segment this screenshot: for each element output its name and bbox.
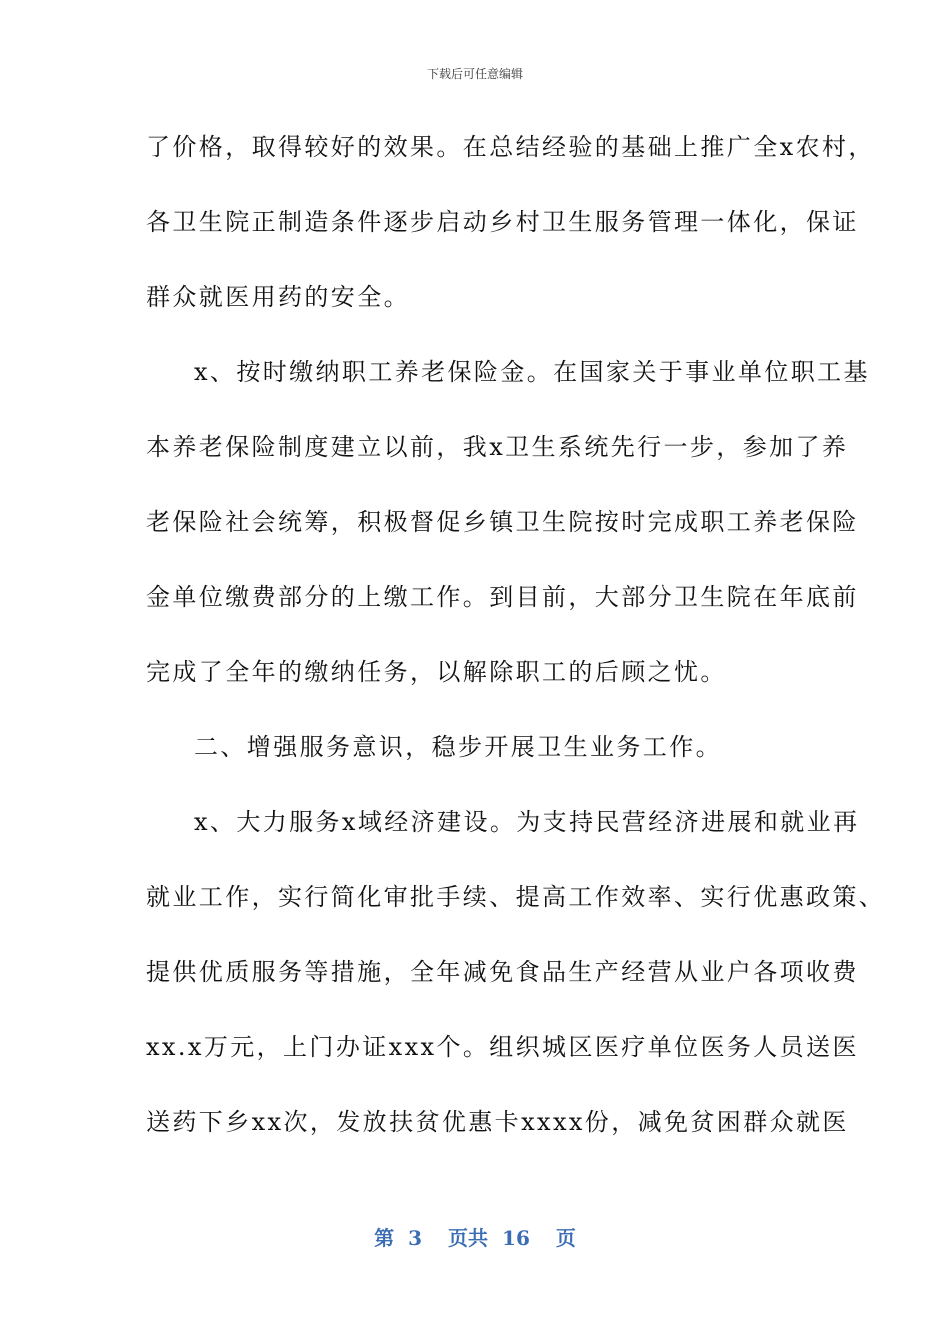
page-footer: [0, 1224, 950, 1252]
footer-middle: 页共: [448, 1226, 489, 1250]
document-body: [146, 122, 886, 1172]
body-line: 就业工作，实行简化审批手续、提高工作效率、实行优惠政策、: [146, 883, 886, 911]
total-pages-number: 16: [502, 1226, 530, 1250]
body-line: 了价格，取得较好的效果。在总结经验的基础上推广全x农村，: [146, 133, 875, 161]
body-line: 本养老保险制度建立以前，我x卫生系统先行一步，参加了养: [146, 433, 849, 461]
body-line: 各卫生院正制造条件逐步启动乡村卫生服务管理一体化，保证: [146, 208, 859, 236]
body-line: 老保险社会统筹，积极督促乡镇卫生院按时完成职工养老保险: [146, 508, 859, 536]
body-line: 送药下乡xx次，发放扶贫优惠卡xxxx份，减免贫困群众就医: [146, 1108, 849, 1136]
body-line: x、按时缴纳职工养老保险金。在国家关于事业单位职工基: [194, 358, 870, 386]
current-page-number: 3: [408, 1226, 423, 1250]
body-line: 群众就医用药的安全。: [146, 283, 410, 311]
body-line: 提供优质服务等措施，全年减免食品生产经营从业户各项收费: [146, 958, 859, 986]
footer-prefix: 第: [374, 1226, 395, 1250]
page-header-note: 下载后可任意编辑: [426, 67, 523, 81]
footer-suffix: 页: [555, 1226, 576, 1250]
body-line: xx.x万元，上门办证xxx个。组织城区医疗单位医务人员送医: [146, 1033, 859, 1061]
body-line: 完成了全年的缴纳任务，以解除职工的后顾之忧。: [146, 658, 727, 686]
section-heading: 二、增强服务意识，稳步开展卫生业务工作。: [194, 733, 722, 761]
body-line: 金单位缴费部分的上缴工作。到目前，大部分卫生院在年底前: [146, 583, 859, 611]
body-line: x、大力服务x域经济建设。为支持民营经济进展和就业再: [194, 808, 860, 836]
